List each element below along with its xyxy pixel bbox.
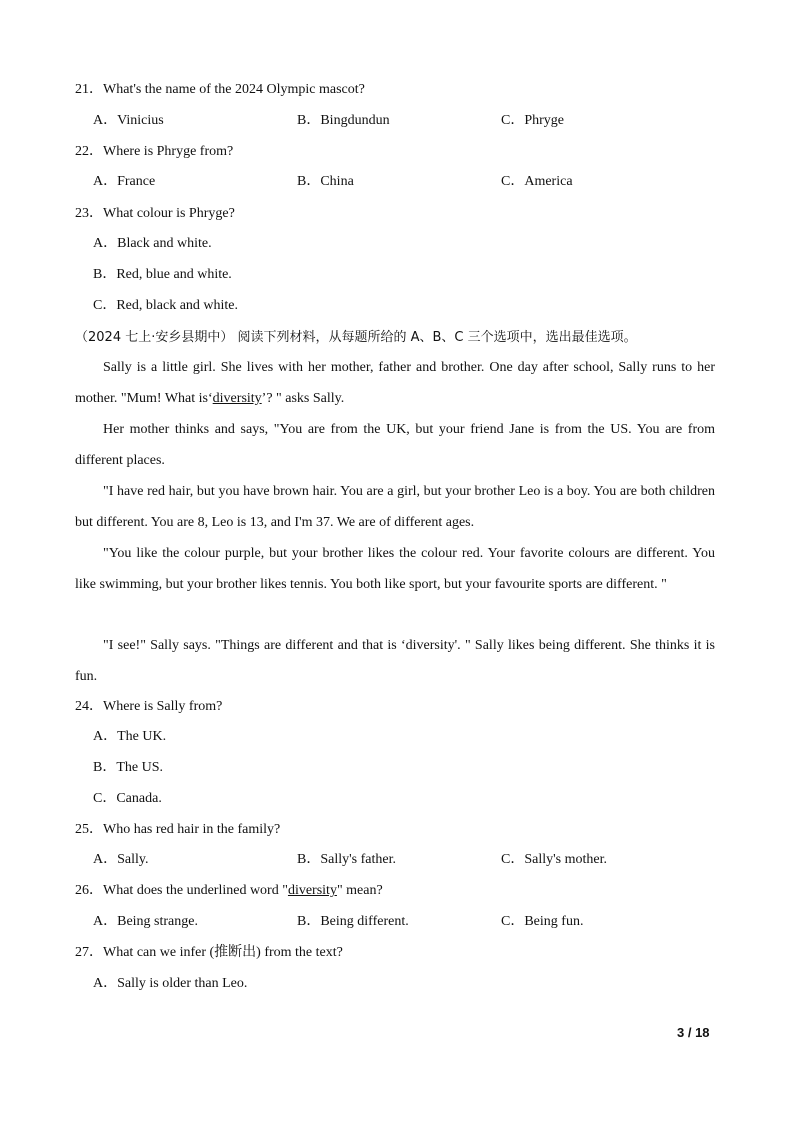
passage-paragraph-4: "You like the colour purple, but your brother likes the colour red. Your favorite colours are different. You like swimming, but your brother likes tennis. You both like sport, but your favourite sports are different. " — [75, 546, 715, 592]
question-26-underlined-word: diversity — [287, 883, 337, 898]
section-header: （2024 七上·安乡县期中） 阅读下列材料，从每题所给的 A、B、C 三个选项中，选出最佳选项。 — [75, 330, 637, 345]
question-22-option-b: B．China — [297, 174, 354, 189]
question-25-option-b: B．Sally's father. — [297, 852, 396, 867]
question-21-stem: 21．What's the name of the 2024 Olympic mascot? — [75, 82, 365, 97]
question-26-stem-a: 26．What does the underlined word " — [75, 883, 288, 898]
page-number: 3 / 18 — [677, 1025, 710, 1040]
question-23-option-c: C．Red, black and white. — [93, 298, 239, 313]
passage-p1-text-b: ’? " asks Sally. — [261, 391, 345, 406]
question-21-option-b: B．Bingdundun — [297, 113, 390, 128]
question-27-stem: 27．What can we infer (推断出) from the text? — [75, 945, 343, 960]
question-25-stem: 25．Who has red hair in the family? — [75, 822, 281, 837]
question-24-option-c: C．Canada. — [93, 791, 162, 806]
question-27-option-a: A．Sally is older than Leo. — [93, 976, 248, 991]
question-25-option-a: A．Sally. — [93, 852, 149, 867]
passage-p1-text-a: Sally is a little girl. She lives with her mother, father and brother. One day after school, Sally runs to her mother. "Mum! What is‘ — [75, 360, 715, 406]
passage-paragraph-3: "I have red hair, but you have brown hair. You are a girl, but your brother Leo is a boy. You are both children but different. You are 8, Leo is 13, and I'm 37. We are of different ages. — [75, 484, 715, 530]
question-24-option-b: B．The US. — [93, 760, 163, 775]
passage-paragraph-2: Her mother thinks and says, "You are from the UK, but your friend Jane is from the US. You are from different places. — [75, 422, 715, 468]
question-23-stem: 23．What colour is Phryge? — [75, 206, 235, 221]
question-25-option-c: C．Sally's mother. — [501, 852, 607, 867]
question-22-stem: 22．Where is Phryge from? — [75, 144, 234, 159]
question-23-option-a: A．Black and white. — [93, 236, 212, 251]
passage-paragraph-1 — [75, 352, 715, 414]
question-22-option-c: C．America — [501, 174, 573, 189]
underlined-word-diversity: diversity — [212, 391, 262, 406]
question-26-stem — [75, 881, 383, 901]
question-24-option-a: A．The UK. — [93, 729, 167, 744]
question-26-option-b: B．Being different. — [297, 914, 409, 929]
question-26-option-a: A．Being strange. — [93, 914, 198, 929]
question-24-stem: 24．Where is Sally from? — [75, 699, 223, 714]
passage-paragraph-5: "I see!" Sally says. "Things are different and that is ‘diversity'. " Sally likes being different. She thinks it is fun. — [75, 638, 715, 684]
question-21-option-a: A．Vinicius — [93, 113, 164, 128]
question-26-stem-b: " mean? — [336, 883, 383, 898]
question-26-option-c: C．Being fun. — [501, 914, 584, 929]
question-21-option-c: C．Phryge — [501, 113, 564, 128]
question-22-option-a: A．France — [93, 174, 156, 189]
question-23-option-b: B．Red, blue and white. — [93, 267, 232, 282]
